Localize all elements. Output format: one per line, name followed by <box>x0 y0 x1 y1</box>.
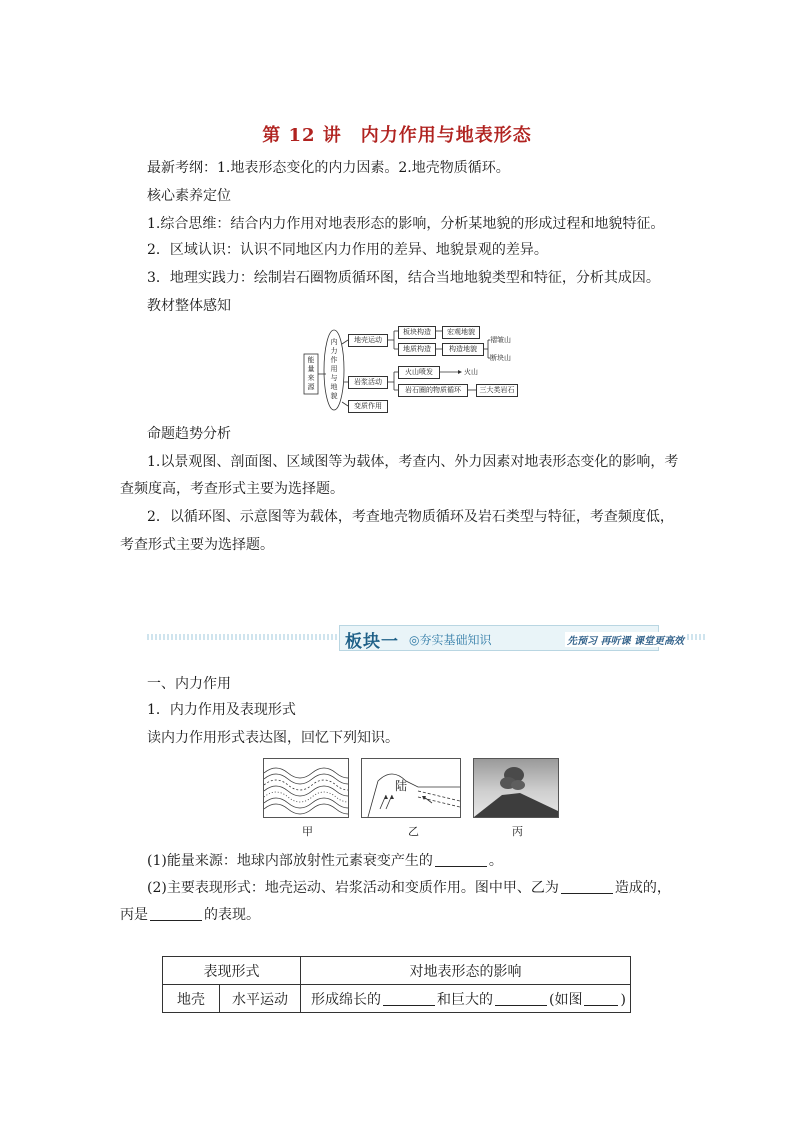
volcano-drawing <box>474 759 558 817</box>
literacy-item-1: 1.综合思维：结合内力作用对地表形态的影响，分析某地貌的形成过程和地貌特征。 <box>147 216 665 232</box>
impact-text-3: (如图 <box>549 991 583 1008</box>
table-cell-crust: 地壳 <box>163 985 220 1013</box>
answer-blank-4[interactable] <box>383 991 435 1006</box>
mindmap-metamorphism: 变质作用 <box>348 400 388 413</box>
mindmap-magma: 岩浆活动 <box>348 376 388 389</box>
mindmap-crustal-movement: 地壳运动 <box>348 334 388 347</box>
figure-label-jia: 甲 <box>302 825 313 838</box>
mindmap-plate-tectonics: 板块构造 <box>398 326 436 339</box>
banner-sub: ◎夯实基础知识 <box>409 633 492 647</box>
impact-text-4: ) <box>620 991 626 1008</box>
question-2-part-a: (2)主要表现形式：地壳运动、岩浆活动和变质作用。图中甲、乙为 <box>147 880 559 896</box>
trend-item-2-line-2: 考查形式主要为选择题。 <box>120 537 274 553</box>
table-header-row <box>163 957 631 985</box>
question-2-line-2 <box>120 905 260 925</box>
core-literacy-heading: 核心素养定位 <box>147 188 231 204</box>
read-prompt: 读内力作用形式表达图，回忆下列知识。 <box>147 730 399 746</box>
question-2-line-1 <box>147 878 671 898</box>
subsection-heading: 1．内力作用及表现形式 <box>147 702 296 718</box>
plate-boundary-drawing <box>362 759 460 817</box>
answer-blank-2[interactable] <box>561 879 613 894</box>
mindmap-macro-landform: 宏观地貌 <box>442 326 480 339</box>
trend-heading: 命题趋势分析 <box>147 426 231 442</box>
answer-blank-1[interactable] <box>435 852 487 867</box>
figure-label-bing: 丙 <box>512 825 523 838</box>
literacy-item-3: 3．地理实践力：绘制岩石圈物质循环图，结合当地地貌类型和特征，分析其成因。 <box>147 270 660 286</box>
question-2-part-c: 丙是 <box>120 907 148 923</box>
textbook-heading: 教材整体感知 <box>147 298 231 314</box>
fold-strata-drawing <box>264 759 348 817</box>
mindmap-fold-mountain: 褶皱山 <box>490 336 511 344</box>
section-heading: 一、内力作用 <box>147 676 231 692</box>
mindmap-fault-mountain: 断块山 <box>490 354 511 362</box>
figure-volcano-photo <box>473 758 559 818</box>
figure-fold-strata <box>263 758 349 818</box>
answer-blank-5[interactable] <box>495 991 547 1006</box>
mindmap-volcano: 火山 <box>464 368 478 376</box>
mindmap-center: 内力作用与地貌 <box>330 338 338 400</box>
mindmap-three-rocks: 三大类岩石 <box>476 384 518 397</box>
trend-item-1-line-1: 1.以景观图、剖面图、区域图等为载体，考查内、外力因素对地表形态变化的影响，考 <box>147 454 679 470</box>
table-cell-impact <box>301 985 631 1013</box>
banner-slogan: 先预习 再听课 课堂更高效 <box>565 632 686 647</box>
section-banner <box>147 624 705 650</box>
mindmap-geologic-structure: 地质构造 <box>398 343 436 356</box>
table-header-form: 表现形式 <box>163 957 301 985</box>
question-2-part-b: 造成的， <box>614 880 671 896</box>
table-row <box>163 985 631 1013</box>
literacy-item-2: 2．区域认识：认识不同地区内力作用的差异、地貌景观的差异。 <box>147 242 548 258</box>
forms-table <box>162 956 631 1013</box>
question-1-suffix: 。 <box>488 853 503 869</box>
page-title: 第 12 讲 内力作用与地表形态 <box>262 125 532 146</box>
answer-blank-6[interactable] <box>584 991 618 1006</box>
table-header-impact: 对地表形态的影响 <box>301 957 631 985</box>
trend-item-2-line-1: 2．以循环图、示意图等为载体，考查地壳物质循环及岩石类型与特征，考查频度低， <box>147 509 674 525</box>
mindmap-rock-cycle: 岩石圈的物质循环 <box>398 384 468 397</box>
answer-blank-3[interactable] <box>150 906 202 921</box>
mindmap-diagram <box>290 326 522 416</box>
impact-text-2: 和巨大的 <box>437 991 493 1008</box>
banner-head: 板块一 <box>345 632 399 652</box>
mindmap-structural-landform: 构造地貌 <box>442 343 484 356</box>
question-2-part-d: 的表现。 <box>204 907 260 923</box>
figure-land-label: 陆 <box>395 779 408 793</box>
table-cell-horizontal: 水平运动 <box>220 985 301 1013</box>
trend-item-1-line-2: 查频度高，考查形式主要为选择题。 <box>120 481 344 497</box>
mindmap-source: 能量来源 <box>307 356 315 391</box>
figure-label-yi: 乙 <box>408 825 419 838</box>
question-1 <box>147 851 503 871</box>
question-1-prefix: (1)能量来源：地球内部放射性元素衰变产生的 <box>147 853 433 869</box>
figure-plate-boundary <box>361 758 461 818</box>
latest-syllabus: 最新考纲：1.地表形态变化的内力因素。2.地壳物质循环。 <box>147 160 510 176</box>
impact-text-1: 形成绵长的 <box>311 991 381 1008</box>
mindmap-volcanic-eruption: 火山喷发 <box>398 366 440 379</box>
